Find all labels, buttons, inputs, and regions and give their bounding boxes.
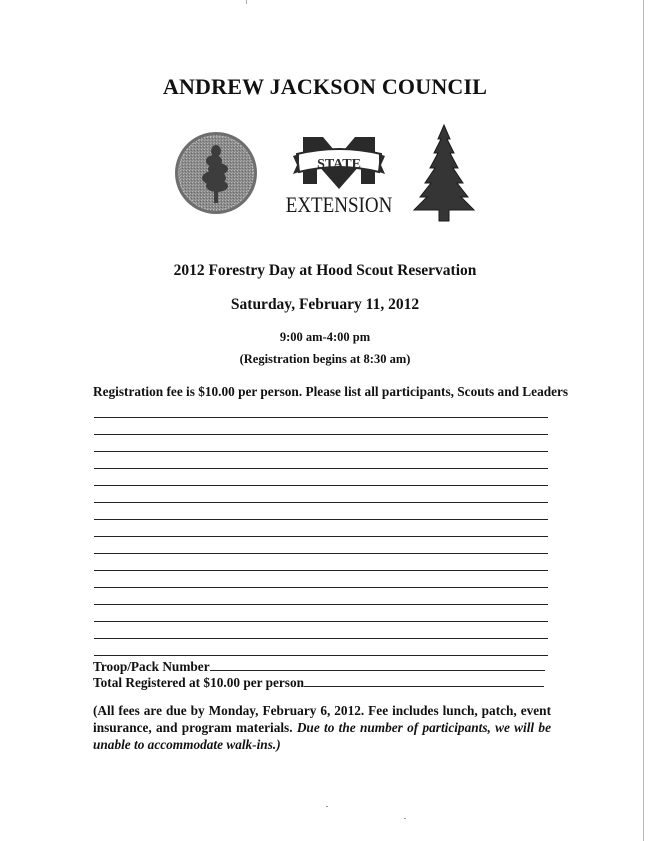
event-date: Saturday, February 11, 2012: [230, 296, 420, 313]
participant-line[interactable]: [94, 434, 548, 435]
footer-note: [93, 702, 551, 753]
participant-line[interactable]: [94, 570, 548, 571]
fee-instruction: Registration fee is $10.00 per person. Please list all participants, Scouts and Leaders: [93, 384, 569, 399]
participant-line[interactable]: [94, 587, 548, 588]
participant-line[interactable]: [94, 468, 548, 469]
participant-line[interactable]: [94, 638, 548, 639]
pine-tree-icon: [412, 123, 476, 223]
msu-banner-text: STATE: [317, 157, 361, 172]
participant-line[interactable]: [94, 451, 548, 452]
msu-m-logo-icon: [285, 134, 393, 218]
total-registered-blank[interactable]: [304, 675, 544, 687]
participant-line[interactable]: [94, 417, 548, 418]
participant-line[interactable]: [94, 519, 548, 520]
registration-start-note: (Registration begins at 8:30 am): [239, 352, 411, 366]
troop-number-field[interactable]: [93, 659, 545, 675]
participant-line[interactable]: [94, 553, 548, 554]
participant-line[interactable]: [94, 655, 548, 656]
tree-patch-icon: [174, 131, 258, 215]
participant-line[interactable]: [94, 604, 548, 605]
event-time: 9:00 am-4:00 pm: [279, 330, 371, 344]
msu-caption-text: EXTENSION: [285, 194, 393, 218]
troop-number-label: Troop/Pack Number: [93, 659, 210, 674]
footer-note-italic: Due to the number of participants, we will be unable to accommodate walk-ins.): [93, 720, 551, 752]
page-edge-line: [643, 0, 644, 841]
event-title: 2012 Forestry Day at Hood Scout Reservation: [173, 262, 477, 279]
scan-mark: [246, 0, 247, 4]
footer-note-regular: (All fees are due by Monday, February 6, 2012. Fee includes lunch, patch, event insurance, and program materials.: [93, 703, 551, 735]
troop-number-blank[interactable]: [210, 659, 545, 671]
total-registered-field[interactable]: [93, 675, 544, 691]
total-registered-label: Total Registered at $10.00 per person: [93, 675, 305, 690]
scan-speck: [326, 806, 328, 807]
participant-line[interactable]: [94, 502, 548, 503]
scan-speck: [404, 818, 406, 819]
participant-line[interactable]: [94, 536, 548, 537]
participant-line[interactable]: [94, 621, 548, 622]
participant-line[interactable]: [94, 485, 548, 486]
organization-title: ANDREW JACKSON COUNCIL: [162, 74, 488, 99]
